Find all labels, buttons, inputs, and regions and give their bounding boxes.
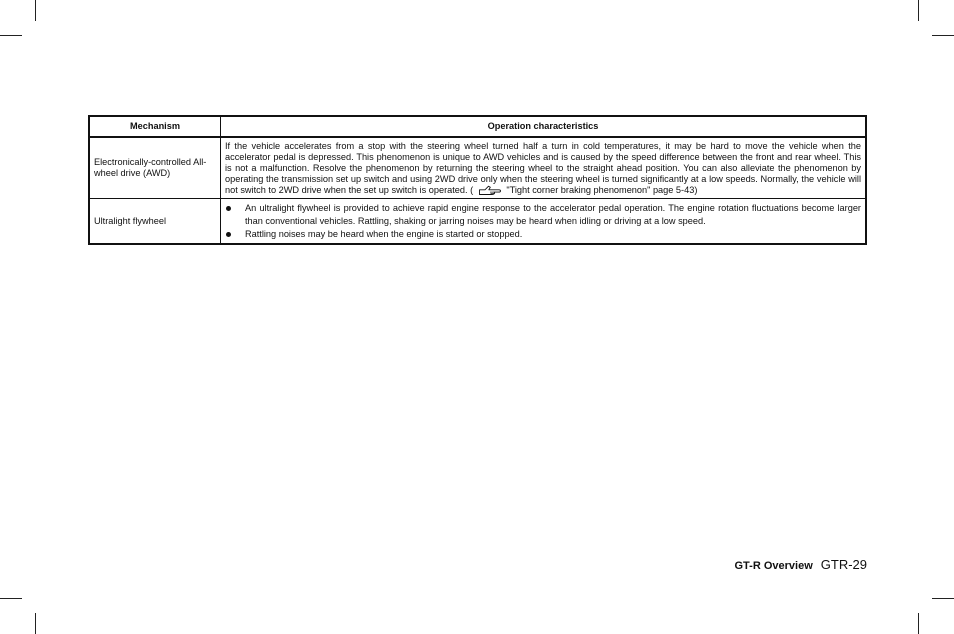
crop-mark <box>918 613 919 634</box>
section-title: GT-R Overview <box>734 560 813 572</box>
awd-description: If the vehicle accelerates from a stop with the steering wheel turned half a turn in cold temperatures, it may be hard to move the vehicle when the accelerator pedal is depressed. This phenomenon is unique to AWD vehicles and is caused by the speed difference between the front and rear wheel. This is not a malfunction. Resolve the phenomenon by returning the steering wheel to the straight ahead position. You can also alleviate the phenomenon by operating the transmission set up switch and using 2WD drive only when the steering wheel is turned significantly at a low speeds. Normally, the vehicle will not switch to 2WD drive when the set up switch is operated. ( <box>225 141 861 195</box>
mechanism-cell: Electronically-controlled All-wheel drive (AWD) <box>89 137 221 199</box>
list-item <box>225 202 861 228</box>
mechanism-table <box>88 115 867 245</box>
table-header-row <box>89 116 866 137</box>
crop-mark <box>932 35 954 36</box>
flywheel-bullet-list <box>225 202 861 241</box>
header-operation-characteristics: Operation characteristics <box>221 116 867 137</box>
mechanism-cell: Ultralight flywheel <box>89 199 221 245</box>
operation-cell <box>221 137 867 199</box>
list-item-text: Rattling noises may be heard when the engine is started or stopped. <box>245 229 523 239</box>
header-mechanism: Mechanism <box>89 116 221 137</box>
bullet-icon <box>226 206 231 211</box>
table-row <box>89 137 866 199</box>
page-footer <box>735 556 868 574</box>
crop-mark <box>35 613 36 634</box>
list-item <box>225 228 861 241</box>
operation-cell <box>221 199 867 245</box>
crop-mark <box>0 35 22 36</box>
crop-mark <box>918 0 919 21</box>
crop-mark <box>0 598 22 599</box>
awd-reference-text: "Tight corner braking phenomenon" page 5-43) <box>506 185 698 195</box>
table-row <box>89 199 866 245</box>
list-item-text: An ultralight flywheel is provided to achieve rapid engine response to the accelerator pedal operation. The engine rotation fluctuations become larger than conventional vehicles. Rattling, shaking or jarring noises may be heard when idling or driving at a low speed. <box>245 203 861 226</box>
crop-mark <box>932 598 954 599</box>
bullet-icon <box>226 232 231 237</box>
page-number: GTR-29 <box>820 557 867 572</box>
reference-hand-icon <box>478 185 502 196</box>
crop-mark <box>35 0 36 21</box>
